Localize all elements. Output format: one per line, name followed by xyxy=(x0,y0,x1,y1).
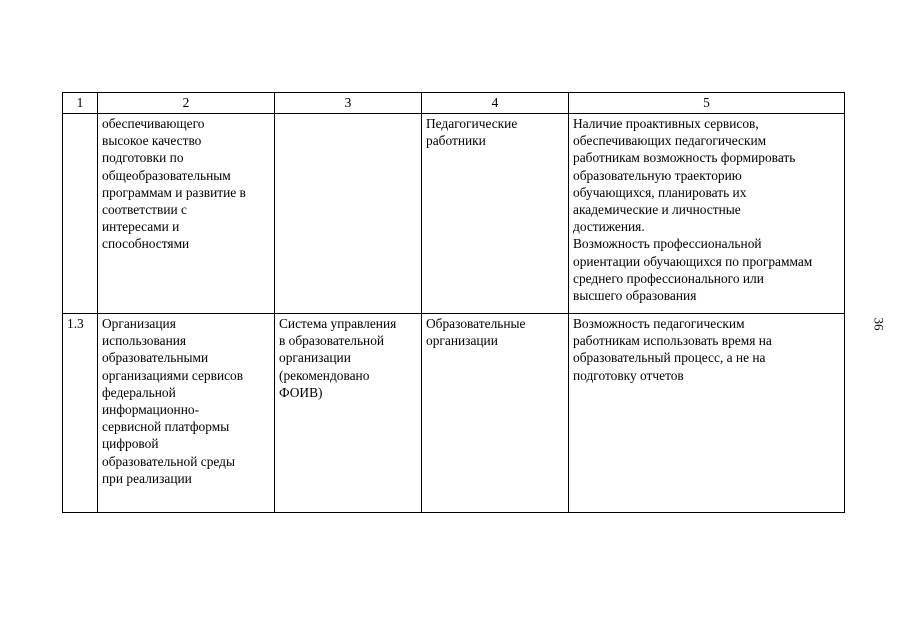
table-row xyxy=(63,114,845,314)
cell-text-line: высшего образования xyxy=(573,288,697,304)
header-cell-4: 4 xyxy=(422,93,569,114)
cell-text-line: организациями сервисов xyxy=(102,367,244,383)
cell-text-line: академические и личностные xyxy=(573,202,741,218)
cell-text-line: Образовательные xyxy=(426,316,526,331)
row-number-cell: 1.3 xyxy=(63,314,98,513)
cell-text-line: образовательной среды xyxy=(102,453,235,469)
cell-text-line: организации xyxy=(426,333,498,349)
cell-text-line: использования xyxy=(102,333,187,349)
cell-text-line: работникам возможность формировать xyxy=(573,150,796,166)
cell-text-line: соответствии с xyxy=(102,202,187,218)
system-cell xyxy=(275,314,422,513)
result-cell xyxy=(569,314,845,513)
cell-text-line: ФОИВ) xyxy=(279,384,323,400)
header-cell-2: 2 xyxy=(98,93,275,114)
cell-text-line: способностями xyxy=(102,236,190,252)
cell-text-line: образовательными xyxy=(102,350,209,366)
cell-text-line: Организация xyxy=(102,316,176,331)
cell-text-line: в образовательной xyxy=(279,333,385,349)
cell-text-line: цифровой xyxy=(102,436,159,452)
result-cell xyxy=(569,114,845,314)
cell-text-line: среднего профессионального или xyxy=(573,270,764,286)
cell-text-line: работникам использовать время на xyxy=(573,333,772,349)
cell-text-line: федеральной xyxy=(102,384,176,400)
cell-text-line: интересами и xyxy=(102,219,180,235)
header-cell-3: 3 xyxy=(275,93,422,114)
cell-text-line: достижения. xyxy=(573,219,645,235)
cell-text-line: ориентации обучающихся по программам xyxy=(573,253,813,269)
cell-text-line: высокое качество xyxy=(102,133,202,149)
table-header-row xyxy=(63,93,845,114)
cell-text-line: сервисной платформы xyxy=(102,419,230,435)
page-number: 36 xyxy=(871,317,887,331)
direction-cell xyxy=(98,114,275,314)
cell-text-line: организации xyxy=(279,350,351,366)
cell-text-line: обеспечивающих педагогическим xyxy=(573,133,767,149)
cell-text-line: работники xyxy=(426,133,486,149)
table-row xyxy=(63,314,845,513)
cell-text-line: обеспечивающего xyxy=(102,116,205,131)
header-cell-1: 1 xyxy=(63,93,98,114)
cell-text-line: образовательный процесс, а не на xyxy=(573,350,766,366)
participants-cell xyxy=(422,114,569,314)
cell-text-line: подготовки по xyxy=(102,150,184,166)
system-cell xyxy=(275,114,422,314)
cell-text-line: Система управления xyxy=(279,316,397,331)
cell-text-line: обучающихся, планировать их xyxy=(573,184,747,200)
requirements-table xyxy=(62,92,845,513)
direction-cell xyxy=(98,314,275,513)
cell-text-line: (рекомендовано xyxy=(279,367,370,383)
cell-text-line: Возможность педагогическим xyxy=(573,316,745,331)
row-number-cell xyxy=(63,114,98,314)
cell-text-line: общеобразовательным xyxy=(102,167,231,183)
cell-text-line: информационно- xyxy=(102,402,200,418)
cell-text-line: при реализации xyxy=(102,470,192,486)
cell-text-line: Педагогические xyxy=(426,116,518,131)
cell-text-line: программам и развитие в xyxy=(102,184,246,200)
cell-text-line: образовательную траекторию xyxy=(573,167,742,183)
cell-text-line: Возможность профессиональной xyxy=(573,236,762,252)
cell-text-line: подготовку отчетов xyxy=(573,367,684,383)
participants-cell xyxy=(422,314,569,513)
header-cell-5: 5 xyxy=(569,93,845,114)
cell-text-line: Наличие проактивных сервисов, xyxy=(573,116,759,131)
